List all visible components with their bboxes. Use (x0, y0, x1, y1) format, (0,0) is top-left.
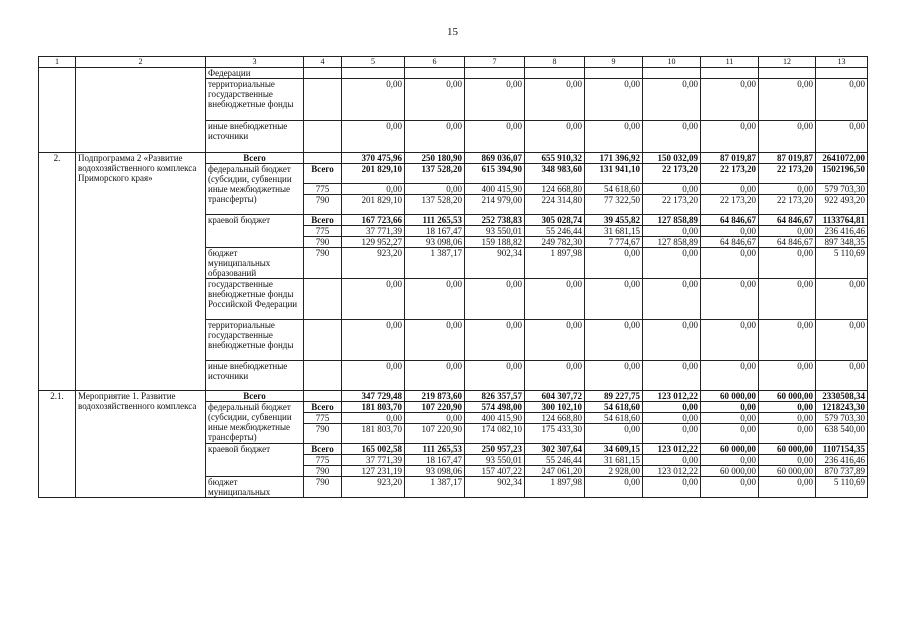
header-cell: 9 (585, 57, 643, 68)
table-row (39, 391, 868, 402)
value-cell: 2330508,34 (816, 391, 868, 402)
value-cell: 0,00 (465, 121, 525, 153)
value-cell: 579 703,30 (816, 413, 868, 424)
value-cell: 2 928,00 (585, 466, 643, 477)
value-cell: 0,00 (701, 121, 759, 153)
value-cell: 22 173,20 (759, 195, 816, 215)
code-cell (304, 153, 342, 164)
funding-source-cell: территориальные государственные внебюджетные фонды (206, 79, 304, 121)
value-cell: 181 803,70 (342, 424, 405, 444)
value-cell: 0,00 (816, 79, 868, 121)
value-cell: 0,00 (759, 320, 816, 361)
value-cell: 0,00 (643, 79, 701, 121)
value-cell: 54 618,60 (585, 402, 643, 413)
value-cell: 201 829,10 (342, 195, 405, 215)
value-cell: 54 618,60 (585, 184, 643, 195)
value-cell: 0,00 (405, 79, 465, 121)
header-cell: 10 (643, 57, 701, 68)
value-cell: 249 782,30 (525, 237, 585, 248)
value-cell (816, 68, 868, 79)
code-cell: Всего (304, 444, 342, 455)
value-cell: 0,00 (701, 424, 759, 444)
code-cell: 790 (304, 477, 342, 498)
value-cell (465, 68, 525, 79)
code-cell: 775 (304, 184, 342, 195)
value-cell: 64 846,67 (759, 215, 816, 226)
value-cell: 60 000,00 (701, 444, 759, 455)
funding-source-cell: Всего (206, 391, 304, 402)
value-cell: 0,00 (701, 248, 759, 279)
value-cell (701, 68, 759, 79)
value-cell: 89 227,75 (585, 391, 643, 402)
value-cell: 0,00 (701, 79, 759, 121)
value-cell: 826 357,57 (465, 391, 525, 402)
value-cell: 0,00 (759, 79, 816, 121)
value-cell: 923,20 (342, 248, 405, 279)
value-cell: 127 231,19 (342, 466, 405, 477)
value-cell: 0,00 (525, 79, 585, 121)
value-cell: 0,00 (643, 184, 701, 195)
value-cell: 0,00 (525, 279, 585, 320)
header-cell: 7 (465, 57, 525, 68)
value-cell: 127 858,89 (643, 237, 701, 248)
value-cell: 0,00 (759, 184, 816, 195)
header-row (39, 57, 868, 68)
program-name-cell (76, 68, 206, 153)
value-cell: 60 000,00 (701, 391, 759, 402)
value-cell: 123 012,22 (643, 391, 701, 402)
value-cell: 574 498,00 (465, 402, 525, 413)
value-cell: 0,00 (525, 361, 585, 391)
value-cell: 60 000,00 (759, 466, 816, 477)
value-cell: 123 012,22 (643, 444, 701, 455)
code-cell (304, 279, 342, 320)
value-cell: 0,00 (342, 320, 405, 361)
value-cell: 0,00 (816, 121, 868, 153)
code-cell (304, 79, 342, 121)
value-cell: 638 540,00 (816, 424, 868, 444)
code-cell: 775 (304, 226, 342, 237)
value-cell: 64 846,67 (701, 215, 759, 226)
funding-source-cell: краевой бюджет (206, 444, 304, 477)
value-cell: 127 858,89 (643, 215, 701, 226)
value-cell: 615 394,90 (465, 164, 525, 184)
value-cell: 224 314,80 (525, 195, 585, 215)
value-cell: 0,00 (342, 279, 405, 320)
value-cell: 93 550,01 (465, 226, 525, 237)
value-cell: 0,00 (759, 402, 816, 413)
value-cell: 0,00 (701, 455, 759, 466)
code-cell: 790 (304, 237, 342, 248)
value-cell: 137 528,20 (405, 195, 465, 215)
value-cell: 0,00 (701, 413, 759, 424)
value-cell: 0,00 (816, 279, 868, 320)
value-cell: 123 012,22 (643, 466, 701, 477)
funding-source-cell: Федерации (206, 68, 304, 79)
value-cell: 347 729,48 (342, 391, 405, 402)
value-cell: 604 307,72 (525, 391, 585, 402)
funding-source-cell: бюджет муниципальных (206, 477, 304, 498)
funding-source-cell: федеральный бюджет (субсидии, субвенции иные межбюджетные трансферты) (206, 164, 304, 215)
funding-source-cell: иные внебюджетные источники (206, 361, 304, 391)
value-cell: 167 723,66 (342, 215, 405, 226)
row-number-cell: 2. (39, 153, 76, 391)
header-cell: 13 (816, 57, 868, 68)
value-cell: 0,00 (643, 320, 701, 361)
value-cell: 0,00 (759, 424, 816, 444)
header-cell: 3 (206, 57, 304, 68)
funding-source-cell: краевой бюджет (206, 215, 304, 248)
value-cell: 37 771,39 (342, 455, 405, 466)
value-cell: 93 098,06 (405, 237, 465, 248)
code-cell: 790 (304, 424, 342, 444)
header-cell: 1 (39, 57, 76, 68)
value-cell: 0,00 (816, 361, 868, 391)
value-cell: 1218243,30 (816, 402, 868, 413)
code-cell (304, 320, 342, 361)
header-cell: 11 (701, 57, 759, 68)
code-cell: Всего (304, 164, 342, 184)
value-cell: 0,00 (525, 121, 585, 153)
value-cell (405, 68, 465, 79)
value-cell: 923,20 (342, 477, 405, 498)
value-cell: 902,34 (465, 248, 525, 279)
value-cell: 124 668,80 (525, 184, 585, 195)
value-cell: 54 618,60 (585, 413, 643, 424)
value-cell: 1502196,50 (816, 164, 868, 184)
value-cell: 0,00 (405, 413, 465, 424)
funding-source-cell: территориальные государственные внебюджетные фонды (206, 320, 304, 361)
value-cell: 250 957,23 (465, 444, 525, 455)
header-cell: 4 (304, 57, 342, 68)
value-cell: 0,00 (405, 361, 465, 391)
value-cell: 0,00 (759, 279, 816, 320)
value-cell: 5 110,69 (816, 477, 868, 498)
value-cell: 55 246,44 (525, 455, 585, 466)
value-cell: 107 220,90 (405, 402, 465, 413)
value-cell: 0,00 (525, 320, 585, 361)
value-cell: 1 897,98 (525, 477, 585, 498)
value-cell: 0,00 (759, 455, 816, 466)
value-cell: 18 167,47 (405, 455, 465, 466)
value-cell: 0,00 (701, 402, 759, 413)
code-cell: Всего (304, 215, 342, 226)
value-cell: 0,00 (759, 248, 816, 279)
value-cell: 0,00 (342, 361, 405, 391)
value-cell: 0,00 (585, 477, 643, 498)
value-cell: 0,00 (759, 477, 816, 498)
value-cell (585, 68, 643, 79)
value-cell: 93 098,06 (405, 466, 465, 477)
value-cell: 0,00 (643, 121, 701, 153)
value-cell (643, 68, 701, 79)
value-cell: 0,00 (585, 320, 643, 361)
value-cell: 0,00 (585, 248, 643, 279)
value-cell: 0,00 (585, 79, 643, 121)
value-cell: 111 265,53 (405, 215, 465, 226)
value-cell: 111 265,53 (405, 444, 465, 455)
value-cell: 1 387,17 (405, 477, 465, 498)
value-cell (759, 68, 816, 79)
value-cell: 60 000,00 (701, 466, 759, 477)
value-cell: 0,00 (701, 184, 759, 195)
value-cell: 0,00 (816, 320, 868, 361)
row-number-cell (39, 68, 76, 153)
value-cell: 370 475,96 (342, 153, 405, 164)
code-cell: 775 (304, 413, 342, 424)
value-cell: 129 952,27 (342, 237, 405, 248)
value-cell: 0,00 (643, 226, 701, 237)
value-cell: 922 493,20 (816, 195, 868, 215)
value-cell: 0,00 (643, 413, 701, 424)
value-cell: 305 028,74 (525, 215, 585, 226)
value-cell: 0,00 (405, 121, 465, 153)
value-cell: 0,00 (701, 320, 759, 361)
value-cell: 31 681,15 (585, 455, 643, 466)
value-cell: 0,00 (643, 402, 701, 413)
value-cell: 60 000,00 (759, 444, 816, 455)
code-cell (304, 391, 342, 402)
value-cell: 0,00 (643, 279, 701, 320)
value-cell: 18 167,47 (405, 226, 465, 237)
table-row (39, 68, 868, 79)
value-cell: 0,00 (465, 320, 525, 361)
value-cell: 247 061,20 (525, 466, 585, 477)
header-cell: 12 (759, 57, 816, 68)
value-cell: 902,34 (465, 477, 525, 498)
value-cell: 0,00 (342, 413, 405, 424)
value-cell: 0,00 (405, 184, 465, 195)
value-cell: 7 774,67 (585, 237, 643, 248)
value-cell: 579 703,30 (816, 184, 868, 195)
header-cell: 5 (342, 57, 405, 68)
funding-source-cell: федеральный бюджет (субсидии, субвенции иные межбюджетные трансферты) (206, 402, 304, 444)
value-cell (525, 68, 585, 79)
code-cell (304, 361, 342, 391)
value-cell: 0,00 (701, 279, 759, 320)
funding-source-cell: Всего (206, 153, 304, 164)
value-cell: 64 846,67 (759, 237, 816, 248)
value-cell: 22 173,20 (643, 195, 701, 215)
value-cell: 869 036,07 (465, 153, 525, 164)
value-cell: 655 910,32 (525, 153, 585, 164)
value-cell: 1 897,98 (525, 248, 585, 279)
value-cell: 39 455,82 (585, 215, 643, 226)
value-cell: 171 396,92 (585, 153, 643, 164)
row-number-cell: 2.1. (39, 391, 76, 498)
value-cell: 22 173,20 (643, 164, 701, 184)
code-cell (304, 121, 342, 153)
program-name-cell: Мероприятие 1. Развитие водохозяйственного комплекса (76, 391, 206, 498)
value-cell: 37 771,39 (342, 226, 405, 237)
value-cell: 0,00 (643, 424, 701, 444)
value-cell: 300 102,10 (525, 402, 585, 413)
value-cell: 1 387,17 (405, 248, 465, 279)
program-name-cell: Подпрограмма 2 «Развитие водохозяйственного комплекса Приморского края» (76, 153, 206, 391)
value-cell: 0,00 (342, 121, 405, 153)
value-cell: 0,00 (759, 413, 816, 424)
value-cell: 22 173,20 (701, 195, 759, 215)
value-cell: 64 846,67 (701, 237, 759, 248)
value-cell: 157 407,22 (465, 466, 525, 477)
value-cell: 302 307,64 (525, 444, 585, 455)
value-cell: 22 173,20 (701, 164, 759, 184)
value-cell: 400 415,90 (465, 413, 525, 424)
value-cell: 0,00 (342, 79, 405, 121)
value-cell: 150 032,09 (643, 153, 701, 164)
value-cell: 0,00 (701, 226, 759, 237)
value-cell: 1107154,35 (816, 444, 868, 455)
value-cell: 0,00 (643, 477, 701, 498)
value-cell: 236 416,46 (816, 455, 868, 466)
value-cell: 0,00 (759, 121, 816, 153)
table-row (39, 153, 868, 164)
value-cell: 107 220,90 (405, 424, 465, 444)
value-cell (342, 68, 405, 79)
code-cell: 790 (304, 248, 342, 279)
value-cell: 0,00 (643, 361, 701, 391)
value-cell: 124 668,80 (525, 413, 585, 424)
value-cell: 0,00 (465, 361, 525, 391)
value-cell: 0,00 (759, 226, 816, 237)
value-cell: 0,00 (465, 279, 525, 320)
value-cell: 0,00 (701, 361, 759, 391)
value-cell: 0,00 (585, 121, 643, 153)
value-cell: 252 738,83 (465, 215, 525, 226)
value-cell: 137 528,20 (405, 164, 465, 184)
funding-source-cell: бюджет муниципальных образований (206, 248, 304, 279)
budget-table (38, 56, 868, 498)
code-cell: Всего (304, 402, 342, 413)
code-cell (304, 68, 342, 79)
value-cell: 1133764,81 (816, 215, 868, 226)
value-cell: 0,00 (701, 477, 759, 498)
value-cell: 181 803,70 (342, 402, 405, 413)
value-cell: 60 000,00 (759, 391, 816, 402)
value-cell: 219 873,60 (405, 391, 465, 402)
header-cell: 8 (525, 57, 585, 68)
page-number: 15 (447, 26, 458, 38)
value-cell: 159 188,82 (465, 237, 525, 248)
value-cell: 22 173,20 (759, 164, 816, 184)
header-cell: 6 (405, 57, 465, 68)
value-cell: 0,00 (759, 361, 816, 391)
value-cell: 87 019,87 (701, 153, 759, 164)
value-cell: 165 002,58 (342, 444, 405, 455)
value-cell: 400 415,90 (465, 184, 525, 195)
value-cell: 31 681,15 (585, 226, 643, 237)
value-cell: 348 983,60 (525, 164, 585, 184)
value-cell: 870 737,89 (816, 466, 868, 477)
value-cell: 34 609,15 (585, 444, 643, 455)
value-cell: 0,00 (342, 184, 405, 195)
value-cell: 0,00 (585, 424, 643, 444)
funding-source-cell: иные внебюджетные источники (206, 121, 304, 153)
value-cell: 0,00 (585, 361, 643, 391)
value-cell: 236 416,46 (816, 226, 868, 237)
value-cell: 77 322,50 (585, 195, 643, 215)
code-cell: 790 (304, 466, 342, 477)
value-cell: 0,00 (643, 455, 701, 466)
code-cell: 790 (304, 195, 342, 215)
value-cell: 0,00 (405, 320, 465, 361)
value-cell: 175 433,30 (525, 424, 585, 444)
value-cell: 55 246,44 (525, 226, 585, 237)
value-cell: 131 941,10 (585, 164, 643, 184)
funding-source-cell: государственные внебюджетные фонды Российской Федерации (206, 279, 304, 320)
value-cell: 201 829,10 (342, 164, 405, 184)
value-cell: 0,00 (405, 279, 465, 320)
value-cell: 5 110,69 (816, 248, 868, 279)
code-cell: 775 (304, 455, 342, 466)
header-cell: 2 (76, 57, 206, 68)
value-cell: 214 979,00 (465, 195, 525, 215)
value-cell: 250 180,90 (405, 153, 465, 164)
value-cell: 87 019,87 (759, 153, 816, 164)
value-cell: 0,00 (465, 79, 525, 121)
value-cell: 0,00 (643, 248, 701, 279)
value-cell: 0,00 (585, 279, 643, 320)
value-cell: 93 550,01 (465, 455, 525, 466)
value-cell: 174 082,10 (465, 424, 525, 444)
value-cell: 2641072,00 (816, 153, 868, 164)
value-cell: 897 348,35 (816, 237, 868, 248)
